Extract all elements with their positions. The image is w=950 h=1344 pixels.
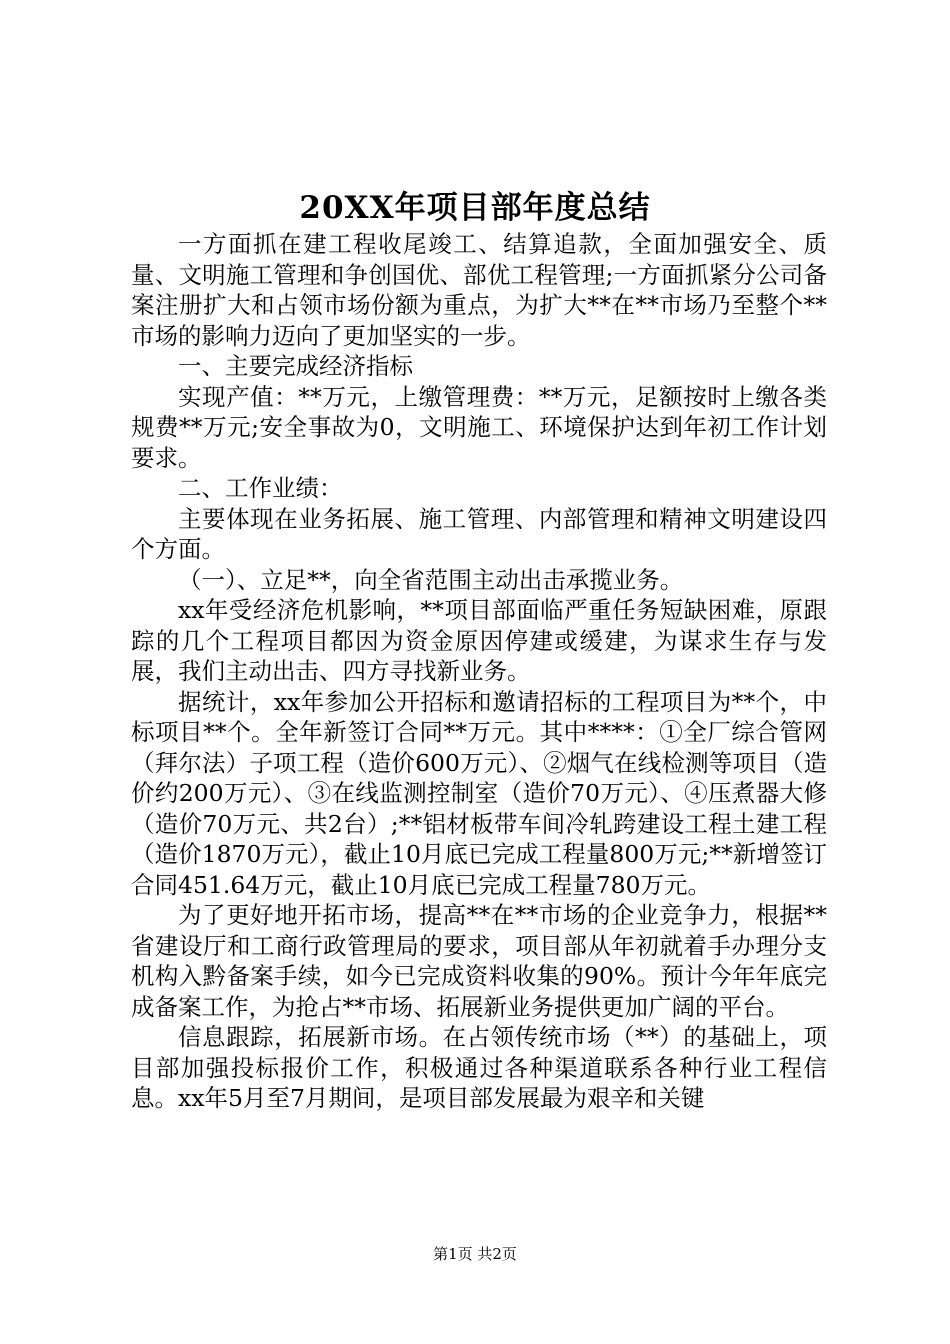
heading-work-achievements: 二、工作业绩：	[178, 474, 343, 502]
paragraph-bidding-statistics: 据统计，xx年参加公开招标和邀请招标的工程项目为**个，中标项目**个。全年新签订合同**万元。其中****：①全厂综合管网（拜尔法）子项工程（造价600万元）、②烟气在线检测等项目（造价约200万元）、③在线监测控制室（造价70万元）、④压煮器大修（造价70万元、共2台）;**铝材板带车间冷轧跨建设工程土建工程（造价1870万元），截止10月底已完成工程量800万元;**新增签订合同451.64万元，截止10月底已完成工程量780万元。	[131, 687, 827, 899]
subheading-business-expansion: （一）、立足**，向全省范围主动出击承揽业务。	[178, 565, 684, 594]
document-title: 20XX年项目部年度总结	[299, 190, 651, 226]
paragraph-achievements-overview: 主要体现在业务拓展、施工管理、内部管理和精神文明建设四个方面。	[131, 504, 827, 563]
paragraph-economic-crisis: xx年受经济危机影响，**项目部面临严重任务短缺困难，原跟踪的几个工程项目都因为资金原因停建或缓建，为谋求生存与发展，我们主动出击、四方寻找新业务。	[131, 596, 827, 685]
document-body	[131, 229, 827, 1114]
paragraph-economic-indicators: 实现产值：**万元，上缴管理费：**万元，足额按时上缴各类规费**万元;安全事故为0，文明施工、环境保护达到年初工作计划要求。	[131, 382, 827, 472]
paragraph-market-filing: 为了更好地开拓市场，提高**在**市场的企业竞争力，根据**省建设厅和工商行政管理局的要求，项目部从年初就着手办理分支机构入黔备案手续，如今已完成资料收集的90%。预计今年年底完成备案工作，为抢占**市场、拓展新业务提供更加广阔的平台。	[131, 901, 827, 1021]
heading-economic-indicators: 一、主要完成经济指标	[178, 352, 413, 380]
paragraph-information-tracking: 信息跟踪，拓展新市场。在占领传统市场（**）的基础上，项目部加强投标报价工作，积极通过各种渠道联系各种行业工程信息。xx年5月至7月期间，是项目部发展最为艰辛和关键	[131, 1023, 827, 1112]
page-footer: 第1页 共2页	[433, 1245, 517, 1263]
paragraph-intro: 一方面抓在建工程收尾竣工、结算追款，全面加强安全、质量、文明施工管理和争创国优、部优工程管理;一方面抓紧分公司备案注册扩大和占领市场份额为重点，为扩大**在**市场乃至整个**市场的影响力迈向了更加坚实的一步。	[131, 230, 827, 350]
